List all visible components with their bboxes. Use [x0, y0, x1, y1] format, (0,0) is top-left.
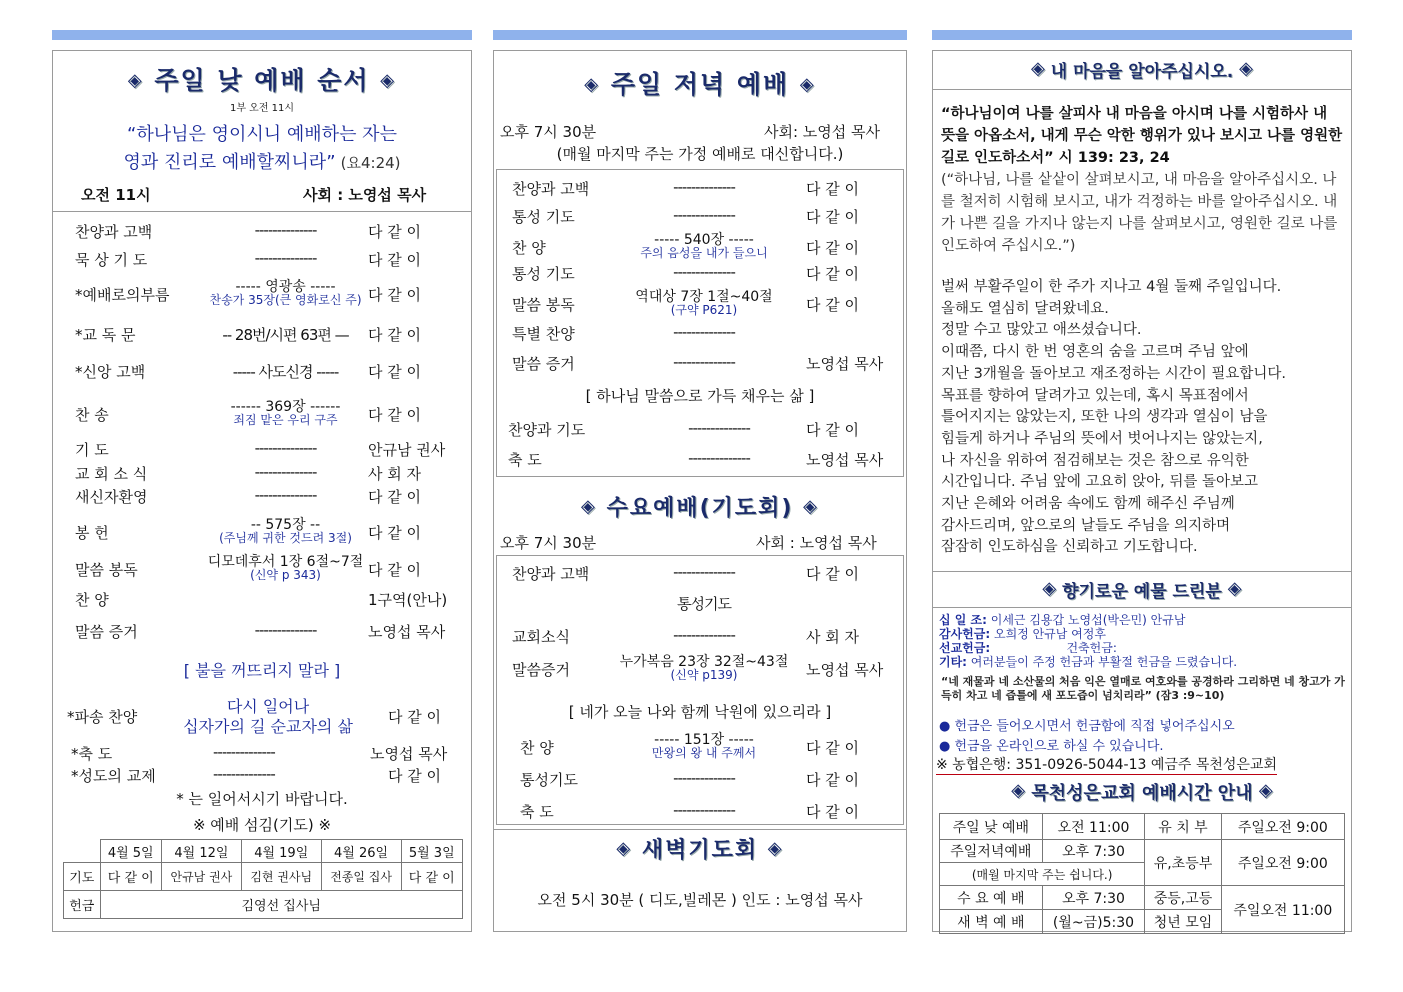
order-item-name: 봉 헌: [75, 524, 109, 542]
order-item-name: 묵 상 기 도: [75, 251, 148, 269]
offering-line: [939, 655, 1347, 669]
order-item-mid: --------------: [254, 439, 317, 457]
wed-sermon: [ 네가 오늘 나와 함께 낙원에 있으리라 ]: [568, 703, 832, 721]
table-cell: 주일오전 9:00: [1221, 814, 1344, 840]
table-cell: 중등,고등: [1145, 886, 1221, 910]
order-item-name: 통성기도: [520, 771, 578, 789]
divider: [933, 607, 1351, 608]
order-item-mid: --------------: [673, 801, 735, 819]
order-item-name: 말씀 봉독: [75, 561, 138, 579]
order-item-mid: -- 28번/시편 63편 —: [222, 326, 349, 344]
dawn-text: 오전 5시 30분 ( 디도,빌레몬 ) 인도 : 노영섭 목사: [537, 891, 863, 909]
body-line: 감사드리며, 앞으로의 날들도 주님을 의지하며: [941, 517, 1231, 534]
offering-line: [939, 627, 1347, 641]
body-line: 틀어지지는 않았는지, 또한 나의 생각과 열심이 남을: [941, 409, 1268, 426]
order-item-right: 다 같 이: [806, 771, 860, 789]
offering-line: [939, 613, 1347, 627]
body-line: 이때쯤, 다시 한 번 영혼의 숨을 고르며 주님 앞에: [941, 344, 1249, 361]
body-line: 벌써 부활주일이 한 주가 지나고 4월 둘째 주일입니다.: [941, 279, 1282, 295]
order-item-right: 노영섭 목사: [806, 451, 884, 469]
offering-text: 오희정 안규남 여정후: [990, 627, 1106, 641]
order-item-right: 노영섭 목사: [368, 623, 446, 641]
divider: [494, 829, 906, 830]
order-item-mid2: 주의 음성을 내가 들으니: [640, 246, 768, 260]
serve-table: [63, 839, 463, 919]
order-item-name: 찬 양: [75, 591, 109, 609]
title-text: 향기로운 예물 드린분: [1062, 582, 1222, 602]
order-item-mid: --------------: [673, 323, 735, 341]
table-cell: 4월 5일: [100, 840, 161, 863]
table-cell: (매월 마지막 주는 쉽니다.): [940, 863, 1145, 886]
closing-song-label: *파송 찬양: [67, 708, 138, 726]
table-cell: 유,초등부: [1145, 840, 1221, 886]
table-cell: 다 같 이: [100, 863, 161, 891]
column-sunday-morning: [52, 30, 472, 932]
verse-line1: “하나님은 영이시니 예배하는 자는: [127, 124, 397, 145]
offering-label: 십 일 조:: [939, 613, 987, 627]
order-item-mid: --------------: [673, 263, 735, 281]
body-line: 나 자신을 위하여 점검해보는 것은 참으로 유익한: [941, 452, 1249, 469]
title-text: 새벽기도회: [641, 838, 759, 863]
verse-line2: 영과 진리로 예배할찌니라”: [123, 152, 336, 173]
order-item-mid2: 찬송가 35장(큰 영화로신 주): [209, 293, 362, 307]
order-item-mid: ----- 영광송 -----: [235, 279, 336, 295]
evening-panel: [493, 50, 907, 932]
order-item-mid: --------------: [673, 563, 735, 581]
sermon-title: [ 불을 꺼뜨리지 말라 ]: [183, 661, 341, 680]
notice-cash: ● 헌금은 들어오시면서 헌금함에 직접 넣어주십시오: [939, 719, 1235, 734]
order-item-right: 다 같 이: [806, 803, 860, 821]
table-cell: 헌금: [64, 891, 101, 919]
stand-note: * 는 일어서시기 바랍니다.: [176, 790, 348, 808]
offering-line: [939, 641, 1347, 655]
table-cell: 오전 11:00: [1042, 814, 1145, 840]
order-item-right: 다 같 이: [806, 296, 860, 314]
table-cell: 주일오전 9:00: [1221, 840, 1344, 886]
order-item-right: 다 같 이: [368, 488, 422, 506]
table-cell: 4월 19일: [241, 840, 321, 863]
order-item-mid2: (주님께 귀한 것드려 3절): [219, 531, 352, 545]
order-item-right: 사 회 자: [806, 628, 860, 646]
column-evening: [493, 30, 907, 932]
table-cell: 다 같 이: [401, 863, 463, 891]
order-item-right: 다 같 이: [368, 561, 422, 579]
table-row: [940, 840, 1345, 863]
order-item-right: 다 같 이: [806, 208, 860, 226]
body-line: 올해도 열심히 달려왔네요.: [941, 300, 1109, 317]
order-item-right: 다 같 이: [368, 363, 422, 381]
service-leader: 사회 : 노영섭 목사: [303, 186, 427, 204]
order-item-right: 다 같 이: [806, 421, 860, 439]
blessing-mid: --------------: [213, 743, 275, 761]
title-text: 목천성은교회 예배시간 안내: [1031, 783, 1253, 804]
order-item-name: 교 회 소 식: [75, 465, 148, 483]
order-item-mid: ----- 540장 -----: [654, 232, 754, 248]
evening-note: (매월 마지막 주는 가정 예배로 대신합니다.): [556, 145, 844, 163]
table-cell: 안규남 권사: [161, 863, 241, 891]
evening-sermon: [ 하나님 말씀으로 가득 채우는 삶 ]: [585, 387, 815, 405]
order-item-name: 축 도: [520, 803, 554, 821]
body-line: 잠잠히 인도하심을 신뢰하고 기도합니다.: [941, 539, 1198, 556]
body-line: 목표를 향하여 달려가고 있는데, 혹시 목표점에서: [941, 387, 1249, 404]
service-time: 오전 11시: [81, 186, 151, 204]
order-item-name: 찬양과 기도: [508, 421, 586, 439]
table-row: [940, 814, 1345, 840]
column-header-bar: [932, 30, 1352, 40]
table-cell: 4월 12일: [161, 840, 241, 863]
order-item-name: 말씀 봉독: [512, 296, 575, 314]
offering-label: 기타:: [939, 655, 967, 669]
title-text: 주일 저녁 예배: [610, 70, 790, 99]
table-cell: 청년 모임: [1145, 910, 1221, 934]
table-cell: 수 요 예 배: [940, 886, 1043, 910]
order-item-mid: --------------: [688, 449, 750, 467]
order-item-mid2: 죄짐 맡은 우리 구주: [233, 413, 338, 427]
table-row: [64, 863, 463, 891]
wed-time: 오후 7시 30분: [500, 534, 597, 552]
order-item-right: 다 같 이: [368, 286, 422, 304]
divider: [53, 211, 471, 212]
table-cell: (월~금)5:30: [1042, 910, 1145, 934]
order-item-mid: 통성기도: [677, 595, 731, 613]
order-item-mid2: (신약 p 343): [250, 568, 321, 582]
order-item-mid: --------------: [254, 463, 317, 481]
order-item-mid: --------------: [254, 249, 317, 267]
order-item-mid: 누가복음 23장 32절~43절: [619, 654, 789, 670]
order-item-name: 찬 양: [520, 739, 554, 757]
bank-account: ※ 농협은행: 351-0926-5044-13 예금주 목천성은교회: [936, 754, 1277, 775]
order-item-mid: ------ 369장 ------: [230, 399, 341, 415]
body-line: 힘들게 하거나 주님의 뜻에서 벗어나지는 않았는지,: [941, 430, 1263, 447]
order-item-right: 다 같 이: [368, 223, 422, 241]
order-item-mid: --------------: [673, 769, 735, 787]
section-title: ◈ 내 마음을 알아주십시오. ◈: [1030, 58, 1254, 82]
table-cell: 유 치 부: [1145, 814, 1221, 840]
body-line: 지난 3개월을 돌아보고 재조정하는 시간이 필요합니다.: [941, 365, 1287, 382]
order-item-right: 다 같 이: [368, 326, 422, 344]
wed-leader: 사회 : 노영섭 목사: [756, 534, 877, 552]
order-item-mid: --------------: [673, 206, 735, 224]
table-cell: [64, 840, 101, 863]
title-text: 주일 낮 예배 순서: [154, 66, 370, 95]
table-cell: 새 벽 예 배: [940, 910, 1043, 934]
table-row: [64, 840, 463, 863]
table-cell: 기도: [64, 863, 101, 891]
dawn-title: ◈ 새벽기도회 ◈: [616, 838, 784, 863]
order-item-mid: 역대상 7장 1절~40절: [635, 289, 773, 305]
table-cell: 주일오전 11:00: [1221, 886, 1344, 934]
order-item-right: 다 같 이: [806, 565, 860, 583]
order-item-right: 다 같 이: [368, 406, 422, 424]
table-row: [940, 886, 1345, 910]
verse-paraphrase: (“하나님, 나를 샅샅이 살펴보시고, 내 마음을 알아주십시오. 나를 철저히 시험해 보시고, 내가 걱정하는 바를 알아주십시오. 내가 나쁜 길을 가지나 않는지 나를 살펴보시고, 영원한 길로 나를 인도하여 주십시오.”): [941, 172, 1338, 254]
section-title: ◈ 주일 낮 예배 순서 ◈: [127, 66, 397, 95]
order-item-right: 1구역(안나): [368, 591, 448, 609]
evening-time: 오후 7시 30분: [500, 123, 597, 141]
reflection-panel: [932, 50, 1352, 932]
verse-ref: (요4:24): [340, 154, 401, 172]
order-item-name: 찬 송: [75, 406, 109, 424]
table-cell: 전종일 집사: [321, 863, 401, 891]
title-text: 내 마음을 알아주십시오.: [1050, 62, 1234, 82]
column-header-bar: [493, 30, 907, 40]
order-item-name: 축 도: [508, 451, 542, 469]
offering-text: 여러분들이 주정 헌금과 부활절 헌금을 드렸습니다.: [966, 655, 1238, 669]
blessing-right: 노영섭 목사: [370, 745, 448, 763]
order-item-mid: --------------: [254, 221, 317, 239]
closing-song-line2: 십자가의 길 순교자의 삶: [183, 717, 353, 736]
notice-online: ● 헌금을 온라인으로 하실 수 있습니다.: [939, 739, 1164, 754]
order-item-mid: 디모데후서 1장 6절~7절: [207, 554, 364, 570]
offering-text: 건축헌금:: [990, 641, 1117, 655]
order-item-right: 사 회 자: [368, 465, 422, 483]
order-item-right: 노영섭 목사: [806, 661, 884, 679]
table-cell: 주일저녁예배: [940, 840, 1043, 863]
order-item-mid2: (구약 P621): [670, 303, 738, 317]
reflection-body: [941, 277, 1347, 559]
offering-label: 선교헌금:: [939, 641, 991, 655]
order-item-name: 새신자환영: [75, 488, 148, 506]
order-item-name: 특별 찬양: [512, 325, 575, 343]
order-item-name: 교회소식: [512, 628, 570, 646]
order-item-name: 찬 양: [512, 239, 546, 257]
order-item-right: 다 같 이: [368, 524, 422, 542]
closing-song-right: 다 같 이: [388, 708, 442, 726]
offering-list: [939, 613, 1347, 669]
body-line: 시간입니다. 주님 앞에 고요히 앉아, 뒤를 돌아보고: [941, 474, 1259, 491]
fellowship-right: 다 같 이: [388, 767, 442, 785]
order-item-mid: ----- 사도신경 -----: [232, 363, 339, 381]
offering-quote: “네 재물과 네 소산물의 처음 익은 열매로 여호와를 공경하라 그리하면 네 창고가 가득히 차고 네 즙틀에 새 포도즙이 넘치리라” (잠3 :9~10): [941, 675, 1345, 702]
table-cell: 5월 3일: [401, 840, 463, 863]
order-item-name: *신앙 고백: [75, 363, 146, 381]
order-item-name: 말씀증거: [512, 661, 570, 679]
table-cell: 4월 26일: [321, 840, 401, 863]
table-cell: 김영선 집사님: [100, 891, 463, 919]
service-subtitle: 1부 오전 11시: [229, 103, 295, 114]
column-header-bar: [52, 30, 472, 40]
order-item-right: 다 같 이: [806, 180, 860, 198]
section-title: ◈ 주일 저녁 예배 ◈: [584, 70, 816, 99]
closing-song-line1: 다시 일어나: [226, 697, 310, 716]
order-item-mid: --------------: [673, 353, 735, 371]
offering-label: 감사헌금:: [939, 627, 991, 641]
order-item-mid: --------------: [254, 486, 317, 504]
verse-bold: “하나님이여 나를 살피사 내 마음을 아시며 나를 시험하사 내 뜻을 아옵소서, 내게 무슨 악한 행위가 있나 보시고 나를 영원한 길로 인도하소서” 시 139: 23, 24: [941, 106, 1343, 166]
divider: [933, 89, 1351, 90]
fellowship-mid: --------------: [213, 765, 275, 783]
order-item-right: 다 같 이: [806, 265, 860, 283]
order-item-mid: -- 575장 --: [250, 517, 321, 533]
order-item-right: 다 같 이: [368, 251, 422, 269]
blessing-label: *축 도: [71, 745, 113, 763]
order-item-mid: --------------: [688, 419, 750, 437]
body-line: 지난 은혜와 어려움 속에도 함께 해주신 주님께: [941, 496, 1235, 513]
schedule-table: [939, 813, 1345, 934]
order-item-mid: --------------: [673, 178, 735, 196]
verse-line2-wrap: [53, 148, 471, 174]
order-item-mid: --------------: [673, 626, 735, 644]
order-item-name: 말씀 증거: [75, 623, 138, 641]
evening-leader: 사회: 노영섭 목사: [764, 123, 881, 141]
fellowship-label: *성도의 교제: [71, 767, 156, 785]
wed-title: ◈ 수요예배(기도회) ◈: [581, 496, 819, 521]
order-item-name: 통성 기도: [512, 265, 575, 283]
offering-title: ◈ 향기로운 예물 드린분 ◈: [1042, 578, 1242, 602]
table-cell: 오후 7:30: [1042, 886, 1145, 910]
order-item-right: 다 같 이: [806, 739, 860, 757]
order-item-name: 찬양과 고백: [512, 180, 590, 198]
title-text: 수요예배(기도회): [606, 496, 794, 521]
table-cell: 김현 권사님: [241, 863, 321, 891]
sunday-morning-panel: [52, 50, 472, 932]
body-line: 정말 수고 많았고 애쓰셨습니다.: [941, 322, 1142, 339]
divider: [933, 571, 1351, 572]
order-item-name: 찬양과 고백: [75, 223, 153, 241]
order-item-name: *예배로의부름: [75, 286, 170, 304]
column-reflection: [932, 30, 1352, 932]
order-item-mid: ----- 151장 -----: [654, 732, 754, 748]
offering-text: 이세근 김용갑 노영섭(박은민) 안규남: [986, 613, 1186, 627]
order-item-right: 노영섭 목사: [806, 355, 884, 373]
order-item-mid2: 만왕의 왕 내 주께서: [651, 746, 757, 760]
order-item-name: 통성 기도: [512, 208, 575, 226]
order-item-name: 찬양과 고백: [512, 565, 590, 583]
table-cell: 오후 7:30: [1042, 840, 1145, 863]
serve-heading: ※ 예배 섬김(기도) ※: [192, 816, 332, 834]
table-row: [64, 891, 463, 919]
order-item-name: 말씀 증거: [512, 355, 575, 373]
order-item-name: *교 독 문: [75, 326, 136, 344]
order-item-right: 안규남 권사: [368, 441, 446, 459]
order-item-name: 기 도: [75, 441, 109, 459]
table-cell: 주일 낮 예배: [940, 814, 1043, 840]
order-item-mid2: (신약 p139): [670, 668, 738, 682]
order-item-mid: --------------: [254, 621, 317, 639]
schedule-title: ◈ 목천성은교회 예배시간 안내 ◈: [1011, 780, 1273, 804]
order-item-right: 다 같 이: [806, 239, 860, 257]
